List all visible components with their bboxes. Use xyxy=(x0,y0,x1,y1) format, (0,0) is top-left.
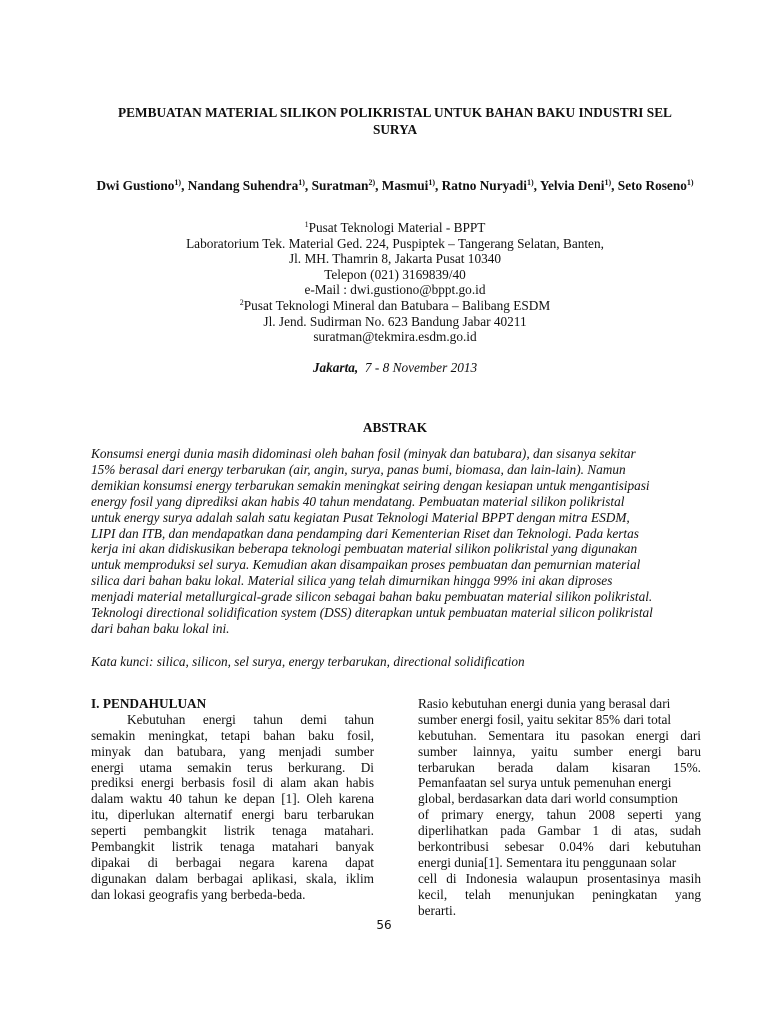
body-column-right xyxy=(418,696,701,918)
paragraph-line: of primary energy, tahun 2008 seperti yang xyxy=(418,807,701,823)
paragraph-line: digunakan dalam berbagai aplikasi, skala, iklim xyxy=(91,870,374,886)
paragraph-line: kebutuhan. Sementara itu pasokan energi dari xyxy=(418,727,701,743)
affiliation-1-line: Jl. MH. Thamrin 8, Jakarta Pusat 10340 xyxy=(288,251,502,267)
paragraph-line: sumber energi fosil, yaitu sekitar 85% dari total xyxy=(418,711,672,727)
affiliation-2-name xyxy=(85,298,705,314)
abstract-heading: ABSTRAK xyxy=(362,420,428,435)
paragraph-line: dan lokasi geografis yang berbeda-beda. xyxy=(91,886,306,902)
affiliations xyxy=(85,220,705,345)
author-name: Masmui xyxy=(381,178,429,193)
affiliation-name: Pusat Teknologi Mineral dan Batubara – Balibang ESDM xyxy=(243,297,551,313)
affiliation-name: Pusat Teknologi Material - BPPT xyxy=(308,220,486,235)
paragraph-line: Pembangkit listrik tenaga matahari banyak xyxy=(91,839,374,855)
abstract-line: dari bahan baku lokal ini. xyxy=(91,620,230,636)
conference-date: 7 - 8 November 2013 xyxy=(364,360,478,375)
paragraph-line: energi dunia[1]. Sementara itu penggunaan solar xyxy=(418,854,677,870)
paragraph-line: prediksi energi berbasis fosil di alam akan habis xyxy=(91,775,374,791)
author-affil-mark: 1) xyxy=(686,178,694,187)
paragraph-line: semakin meningkat, tetapi bahan baku fosil, xyxy=(91,727,374,743)
paragraph-line: berkontribusi sebesar 0.04% dari kebutuhan xyxy=(418,839,701,855)
paragraph-line: kecil, telah menunjukan peningkatan yang xyxy=(418,886,701,902)
author-name: Ratno Nuryadi xyxy=(441,178,527,193)
abstract-line: menjadi material metallurgical-grade silicon sebagai bahan baku pembuatan material silikon polikristal. xyxy=(91,589,653,605)
author-name: Seto Roseno xyxy=(617,178,687,193)
paragraph-line: Rasio kebutuhan energi dunia yang berasal dari xyxy=(418,696,671,711)
affiliation-mark: 2 xyxy=(239,297,244,307)
paragraph-line: minyak dan batubara, yang menjadi sumber xyxy=(91,743,374,759)
abstract-line: silica dari bahan baku lokal. Material silica yang telah dimurnikan hingga 99% ini akan diproses xyxy=(91,573,613,589)
paragraph-line: Pemanfaatan sel surya untuk pemenuhan energi xyxy=(418,775,672,791)
abstract-line: energy fosil yang diprediksi akan habis 40 tahun mendatang. Pembuatan material silikon polikristal xyxy=(91,493,625,509)
paragraph-line: terbarukan berada dalam kisaran 15%. xyxy=(418,759,701,775)
paragraph-line: cell di Indonesia walaupun prosentasinya masih xyxy=(418,870,701,886)
affiliation-2-email: suratman@tekmira.esdm.go.id xyxy=(313,329,477,345)
author-affil-mark: 1) xyxy=(428,178,435,187)
author-affil-mark: 1) xyxy=(604,178,612,187)
paragraph-line: berarti. xyxy=(418,902,457,918)
abstract-line: demikian konsumsi energy terbarukan semakin meningkat seiring dengan kesiapan untuk mengantisipasi xyxy=(91,477,650,493)
title-line-2: SURYA xyxy=(372,122,418,137)
abstract-body xyxy=(91,446,696,637)
body-column-left xyxy=(91,696,374,903)
affiliation-1-line: Telepon (021) 3169839/40 xyxy=(324,266,466,282)
keywords: Kata kunci: silica, silicon, sel surya, energy terbarukan, directional solidification xyxy=(91,654,525,669)
page-number: 56 xyxy=(376,918,392,932)
affiliation-1-name xyxy=(85,220,705,236)
paragraph-line: seperti pembangkit listrik tenaga matahari. xyxy=(91,823,374,839)
affiliation-2-line: Jl. Jend. Sudirman No. 623 Bandung Jabar 40211 xyxy=(263,313,527,329)
section-heading xyxy=(91,696,374,712)
paper-title xyxy=(85,104,705,138)
author-affil-mark: 1) xyxy=(298,178,305,187)
paragraph-line: itu, diperlukan alternatif energi baru terbarukan xyxy=(91,807,374,823)
paragraph-line: sumber lainnya, yaitu sumber energi baru xyxy=(418,743,701,759)
section-title: PENDAHULUAN xyxy=(102,696,207,711)
abstract-line: untuk energy surya adalah salah satu kegiatan Pusat Teknologi Material BPPT dengan mitra ESDM, xyxy=(91,509,630,525)
title-line-1: PEMBUATAN MATERIAL SILIKON POLIKRISTAL UNTUK BAHAN BAKU INDUSTRI SEL xyxy=(118,105,672,120)
abstract-line: Teknologi directional solidification system (DSS) diterapkan untuk pembuatan material silicon polikristal xyxy=(91,605,653,621)
author-name: Suratman xyxy=(311,178,369,193)
paragraph-line: diperlihatkan pada Gambar 1 di atas, sudah xyxy=(418,823,701,839)
affiliation-mark: 1 xyxy=(304,220,309,229)
abstract-line: 15% berasal dari energy terbarukan (air, angin, surya, panas bumi, biomasa, dan lain-lain). Namun xyxy=(91,461,626,477)
paragraph-line: energi utama semakin terus berkurang. Di xyxy=(91,759,374,775)
author-affil-mark: 1) xyxy=(174,178,182,187)
conference-place: Jakarta, xyxy=(312,360,359,375)
author-name: Dwi Gustiono xyxy=(96,178,175,193)
author-name: Yelvia Deni xyxy=(539,178,605,193)
author-affil-mark: 1) xyxy=(527,178,534,187)
paragraph-line: Kebutuhan energi tahun demi tahun xyxy=(127,711,374,727)
author-affil-mark: 2) xyxy=(368,178,376,187)
paragraph-line: dalam waktu 40 tahun ke depan [1]. Oleh karena xyxy=(91,791,374,807)
affiliation-1-email: e-Mail : dwi.gustiono@bppt.go.id xyxy=(304,282,486,298)
conference-place-date xyxy=(85,360,705,376)
author-name: Nandang Suhendra xyxy=(187,178,299,193)
abstract-line: untuk memproduksi sel surya. Kemudian akan disampaikan proses pembuatan dan pemurnian material xyxy=(91,557,641,573)
paragraph-line: global, berdasarkan data dari world consumption xyxy=(418,791,678,807)
section-number: I. xyxy=(91,696,100,711)
author-list: Dwi Gustiono$^{1)}$, Nandang Suhendra$^{1)}$, Suratman$^{2)}$, Masmui$^{1)}$, Ratno Nuryadi$^{1)}$, Yelvia Deni$^{1)}$, Seto Roseno$^{1)}$ xyxy=(96,178,694,193)
abstract-line: LIPI dan ITB, dan mendapatkan dana pendamping dari Kementerian Riset dan Teknologi. Pada kertas xyxy=(91,525,639,541)
affiliation-1-line: Laboratorium Tek. Material Ged. 224, Puspiptek – Tangerang Selatan, Banten, xyxy=(186,235,604,251)
paragraph-line: dipakai di berbagai negara karena dapat xyxy=(91,854,374,870)
abstract-line: kerja ini akan didiskusikan beberapa teknologi pembuatan material silikon polikristal yang digunakan xyxy=(91,541,638,557)
abstract-line: Konsumsi energi dunia masih didominasi oleh bahan fosil (minyak dan batubara), dan sisanya sekitar xyxy=(91,446,636,461)
